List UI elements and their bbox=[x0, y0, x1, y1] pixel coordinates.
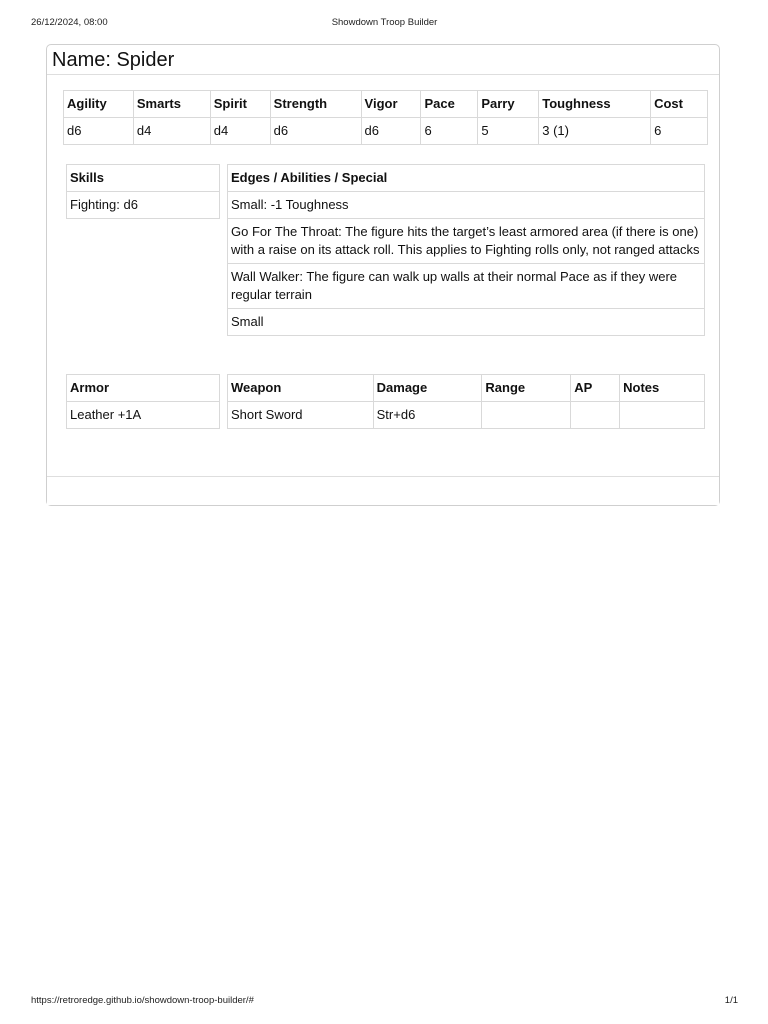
stats-header-row bbox=[64, 91, 708, 118]
stats-value-row bbox=[64, 118, 708, 145]
weapon-notes bbox=[620, 402, 705, 429]
edge-item: Wall Walker: The figure can walk up walls at their normal Pace as if they were regular terrain bbox=[228, 264, 705, 309]
stat-value-parry: 5 bbox=[478, 118, 539, 145]
stat-header-cost: Cost bbox=[651, 91, 708, 118]
stat-value-spirit: d4 bbox=[210, 118, 270, 145]
stat-header-agility: Agility bbox=[64, 91, 134, 118]
stat-header-spirit: Spirit bbox=[210, 91, 270, 118]
skills-header: Skills bbox=[67, 165, 220, 192]
stat-header-pace: Pace bbox=[421, 91, 478, 118]
stat-value-smarts: d4 bbox=[133, 118, 210, 145]
stat-header-vigor: Vigor bbox=[361, 91, 421, 118]
weapon-ap bbox=[571, 402, 620, 429]
weapons-header-row bbox=[228, 375, 705, 402]
edge-item: Go For The Throat: The figure hits the target’s least armored area (if there is one) with a raise on its attack roll. This applies to Fighting rolls only, not ranged attacks bbox=[228, 219, 705, 264]
skills-table bbox=[66, 164, 220, 219]
table-row bbox=[67, 402, 220, 429]
troop-name: Name: Spider bbox=[47, 45, 719, 75]
troop-card bbox=[46, 44, 720, 506]
print-page-number: 1/1 bbox=[724, 995, 738, 1006]
weapon-header-range: Range bbox=[482, 375, 571, 402]
stat-header-strength: Strength bbox=[270, 91, 361, 118]
armor-table bbox=[66, 374, 220, 429]
edges-table bbox=[227, 164, 705, 336]
stat-value-cost: 6 bbox=[651, 118, 708, 145]
weapon-damage: Str+d6 bbox=[373, 402, 482, 429]
weapon-range bbox=[482, 402, 571, 429]
stat-value-pace: 6 bbox=[421, 118, 478, 145]
armor-item: Leather +1A bbox=[67, 402, 220, 429]
table-row bbox=[228, 192, 705, 219]
skill-item: Fighting: d6 bbox=[67, 192, 220, 219]
stat-value-strength: d6 bbox=[270, 118, 361, 145]
edge-item: Small bbox=[228, 309, 705, 336]
table-row bbox=[228, 219, 705, 264]
weapon-name: Short Sword bbox=[228, 402, 374, 429]
table-row bbox=[228, 402, 705, 429]
stats-table bbox=[63, 90, 708, 145]
table-row bbox=[67, 192, 220, 219]
table-row bbox=[228, 264, 705, 309]
print-title: Showdown Troop Builder bbox=[331, 17, 438, 28]
card-footer bbox=[47, 476, 719, 505]
stat-header-smarts: Smarts bbox=[133, 91, 210, 118]
stat-header-toughness: Toughness bbox=[539, 91, 651, 118]
weapon-header-damage: Damage bbox=[373, 375, 482, 402]
stat-value-agility: d6 bbox=[64, 118, 134, 145]
stat-value-toughness: 3 (1) bbox=[539, 118, 651, 145]
armor-header: Armor bbox=[67, 375, 220, 402]
table-row bbox=[228, 309, 705, 336]
edge-item: Small: -1 Toughness bbox=[228, 192, 705, 219]
weapons-table bbox=[227, 374, 705, 429]
stat-value-vigor: d6 bbox=[361, 118, 421, 145]
edges-header: Edges / Abilities / Special bbox=[228, 165, 705, 192]
weapon-header-notes: Notes bbox=[620, 375, 705, 402]
print-url: https://retroredge.github.io/showdown-troop-builder/# bbox=[31, 995, 254, 1006]
weapon-header-weapon: Weapon bbox=[228, 375, 374, 402]
stat-header-parry: Parry bbox=[478, 91, 539, 118]
print-datetime: 26/12/2024, 08:00 bbox=[31, 17, 108, 28]
print-header bbox=[31, 17, 738, 31]
print-footer bbox=[31, 995, 738, 1009]
weapon-header-ap: AP bbox=[571, 375, 620, 402]
